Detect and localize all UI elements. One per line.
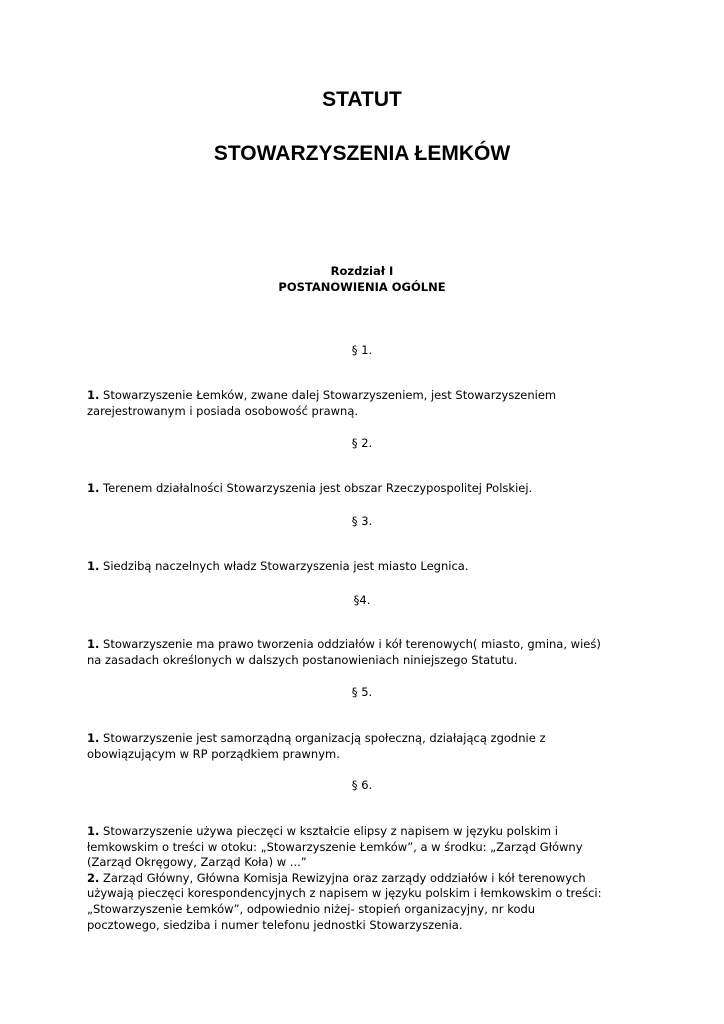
text-line: używają pieczęci korespondencyjnych z napisem w języku polskim i łemkowskim o treści: <box>87 886 602 901</box>
document-subtitle: STOWARZYSZENIA ŁEMKÓW <box>213 142 511 165</box>
item-number: 1. <box>87 559 100 573</box>
item-number: 1. <box>87 388 100 402</box>
chapter-number: Rozdział I <box>330 264 394 278</box>
section-mark-5: § 5. <box>351 685 373 699</box>
item-number: 1. <box>87 824 100 838</box>
text-line: pocztowego, siedziba i numer telefonu jednostki Stowarzyszenia. <box>87 917 463 932</box>
item-text: Stowarzyszenie używa pieczęci w kształcie elipsy z napisem w języku polskim i <box>99 824 558 838</box>
text-line <box>87 637 647 653</box>
text-line: obowiązującym w RP porządkiem prawnym. <box>87 746 340 761</box>
section-2-item-1 <box>87 481 647 497</box>
item-text: Zarząd Główny, Główna Komisja Rewizyjna oraz zarządy oddziałów i kół terenowych <box>99 870 586 885</box>
section-6-item-1 <box>87 824 647 933</box>
section-3-item-1 <box>87 559 647 575</box>
text-line <box>87 388 647 404</box>
item-text: Siedzibą naczelnych władz Stowarzyszenia jest miasto Legnica. <box>99 559 469 573</box>
text-line <box>87 731 647 747</box>
item-text: Stowarzyszenie Łemków, zwane dalej Stowarzyszeniem, jest Stowarzyszeniem <box>99 388 557 402</box>
item-number: 1. <box>87 731 100 745</box>
section-4-item-1 <box>87 637 647 668</box>
text-line: łemkowskim o treści w otoku: „Stowarzyszenie Łemków”, a w środku: „Zarząd Główny <box>87 839 583 854</box>
section-1-item-1 <box>87 388 647 419</box>
text-line <box>87 481 647 497</box>
text-line: na zasadach określonych w dalszych postanowieniach niniejszego Statutu. <box>87 652 518 667</box>
section-mark-1: § 1. <box>351 343 373 357</box>
document-title: STATUT <box>322 88 402 111</box>
item-text: Stowarzyszenie jest samorządną organizacją społeczną, działającą zgodnie z <box>99 731 546 745</box>
section-5-item-1 <box>87 731 647 762</box>
item-text: Stowarzyszenie ma prawo tworzenia oddziałów i kół terenowych( miasto, gmina, wieś) <box>99 637 601 651</box>
item-number: 2. <box>87 870 100 885</box>
text-line: zarejestrowanym i posiada osobowość prawną. <box>87 403 359 418</box>
text-line <box>87 871 647 887</box>
text-line <box>87 559 647 575</box>
text-line: (Zarząd Okręgowy, Zarząd Koła) w ...” <box>87 855 307 870</box>
section-mark-6: § 6. <box>351 778 373 792</box>
section-mark-3: § 3. <box>351 514 373 528</box>
item-number: 1. <box>87 481 100 495</box>
section-mark-2: § 2. <box>351 436 373 450</box>
text-line: „Stowarzyszenie Łemków”, odpowiednio niżej- stopień organizacyjny, nr kodu <box>87 901 536 916</box>
item-number: 1. <box>87 637 100 651</box>
text-line <box>87 824 647 840</box>
chapter-name: POSTANOWIENIA OGÓLNE <box>278 280 446 294</box>
item-text: Terenem działalności Stowarzyszenia jest obszar Rzeczypospolitej Polskiej. <box>99 481 533 495</box>
section-mark-4: §4. <box>353 593 371 607</box>
